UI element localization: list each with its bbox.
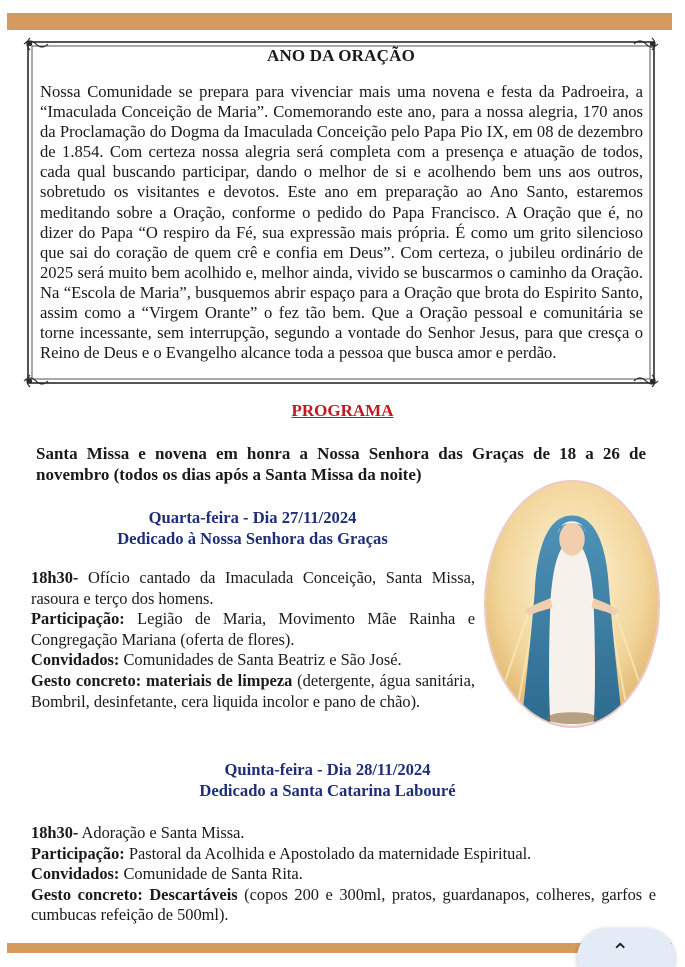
gesto-text: (detergente, água sanitária, Bombril, desinfetante, cera liquida incolor e pano de chão). [31,670,475,711]
gesto-line [31,671,475,712]
convidados-label: Convidados: [31,864,120,884]
convidados-line [31,650,475,671]
time-text: Ofício cantado da Imaculada Conceição, Santa Missa, rasoura e terço dos homens. [31,568,475,608]
time-label: 18h30- [31,568,79,587]
gesto-text: (copos 200 e 300ml, pratos, guardanapos, colheres, garfos e cumbucas refeição de 500ml). [31,884,656,925]
day-dedication-line: Dedicado a Santa Catarina Labouré [199,781,456,800]
participacao-line [31,844,656,865]
top-decorative-bar [7,13,672,30]
gesto-label: Gesto concreto: materiais de limpeza [31,670,293,690]
gesto-line [31,885,656,926]
convidados-label: Convidados: [31,650,120,670]
day-details-wednesday [31,568,475,712]
time-label: 18h30- [31,823,79,842]
day-date-line: Quinta-feira - Dia 28/11/2024 [224,760,431,779]
box-title: ANO DA ORAÇÃO [266,46,416,65]
day-heading-wednesday [60,507,445,549]
chevron-up-icon: ⌃ [611,940,630,965]
convidados-line [31,864,656,885]
day-heading-thursday [135,759,520,801]
gesto-label: Gesto concreto: Descartáveis [31,884,238,904]
bottom-decorative-bar [7,943,672,953]
schedule-line [31,568,475,609]
time-text: Adoração e Santa Missa. [78,823,245,842]
ano-da-oracao-box [24,38,658,387]
participacao-label: Participação: [31,609,125,629]
convidados-text: Comunidade de Santa Rita. [119,864,303,884]
convidados-text: Comunidades de Santa Beatriz e São José. [119,650,402,670]
programa-heading: PROGRAMA [291,401,394,420]
participacao-line [31,609,475,650]
day-date-line: Quarta-feira - Dia 27/11/2024 [148,508,357,527]
box-body-text: Nossa Comunidade se prepara para vivenciar mais uma novena e festa da Padroeira, a “Imaculada Conceição de Maria”. Comemorando este ano, para a nossa alegria, 170 anos da Proclamação do Dogma da Imaculada Conceição pelo Papa Pio IX, em 08 de dezembro de 1.854. Com certeza nossa alegria será completa com a presença e atuação de todos, cada qual buscando participar, dando o melhor de si e acolhendo bem uns aos outros, sobretudo os visitantes e devotos. Este ano em preparação ao Ano Santo, estaremos meditando sobre a Oração, conforme o pedido do Papa Francisco. A Oração que é, no dizer do Papa “O respiro da Fé, sua expressão mais própria. É como um grito silencioso que sai do coração de quem crê e confia em Deus”. Com certeza, o jubileu ordinário de 2025 será muito bem acolhido e, melhor ainda, vivido se buscarmos o caminho da Oração. Na “Escola de Maria”, busquemos abrir espaço para a Oração que brota do Espirito Santo, assim como a “Virgem Orante” o fez tão bem. Que a Oração pessoal e comunitária se torne incessante, sem interrupção, segundo a vontade do Senhor Jesus, para que cresça o Reino de Deus e o Evangelho alcance toda a pessoa que busca amor e perdão. [40,82,643,363]
participacao-text: Pastoral da Acolhida e Apostolado da maternidade Espiritual. [124,843,532,863]
participacao-label: Participação: [31,843,125,863]
scroll-up-button[interactable] [577,928,675,967]
programa-intro: Santa Missa e novena em honra a Nossa Senhora das Graças de 18 a 26 de novembro (todos os dias após a Santa Missa da noite) [36,444,646,484]
schedule-line [31,823,656,844]
day-dedication-line: Dedicado à Nossa Senhora das Graças [117,529,388,548]
day-details-thursday [31,823,656,926]
our-lady-of-graces-image [484,480,660,728]
participacao-text: Legião de Maria, Movimento Mãe Rainha e Congregação Mariana (oferta de flores). [31,609,475,649]
